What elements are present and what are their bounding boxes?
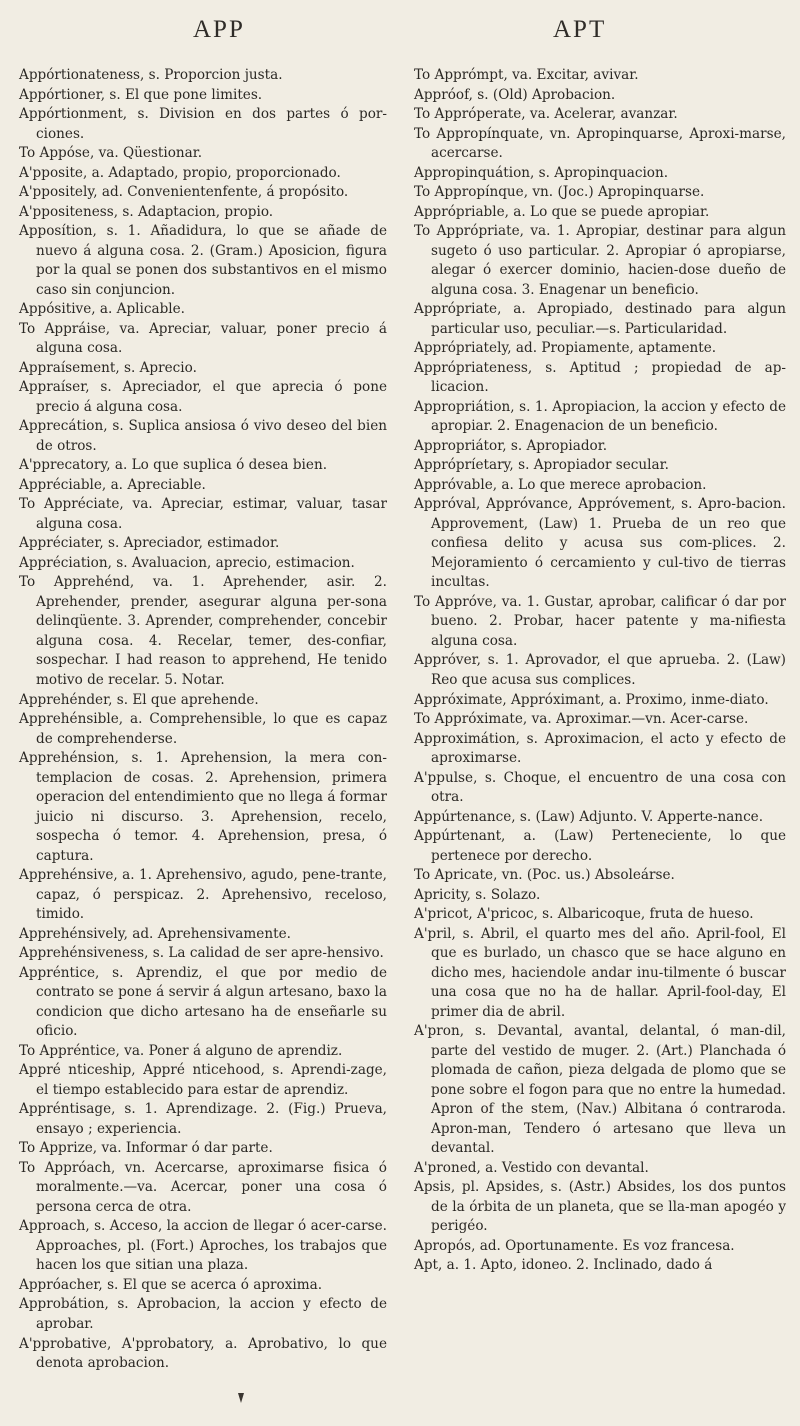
entry-headword: Apprópriateness, [414, 359, 533, 376]
entry-headword: Apprecátion, [19, 418, 108, 435]
dictionary-entry [19, 144, 387, 164]
entry-definition: s. Apreciador, el que aprecia ó pone precio á alguna cosa. [36, 379, 387, 415]
dictionary-entry [414, 886, 786, 906]
entry-headword: Apprópriately, [414, 340, 512, 357]
entry-headword: Approximátion, [414, 730, 520, 747]
dictionary-entry [414, 398, 786, 437]
entry-headword: To Appóse, [19, 145, 95, 162]
entry-definition: s. Apropiador. [506, 437, 608, 454]
dictionary-entry [19, 495, 387, 534]
entry-headword: Apt, [414, 1257, 443, 1274]
entry-headword: To Apprópriate, [414, 223, 524, 240]
dictionary-entry [414, 808, 786, 828]
header-left-guideword: APP [193, 16, 245, 43]
entry-definition: s. 1. Aprendizage. 2. (Fig.) Prueva, ensayo ; experiencia. [36, 1101, 387, 1137]
entry-definition: s. Albaricoque, fruta de hueso. [537, 906, 754, 923]
entry-definition: va. Excitar, avivar. [507, 67, 639, 83]
entry-definition: ad. Aprehensivamente. [127, 925, 291, 942]
dictionary-entry [19, 691, 387, 711]
entry-definition: s. (Law) Adjunto. V. Apperte-nance. [515, 808, 764, 825]
entry-definition: a. Aprobativo, lo que denota aprobacion. [36, 1335, 387, 1372]
entry-headword: Apprehénsively, [19, 925, 128, 942]
entry-headword: A'pprecatory, [19, 457, 111, 474]
dictionary-entry [19, 1100, 387, 1139]
running-header [0, 10, 800, 50]
entry-headword: To Appréciate, [19, 496, 124, 513]
dictionary-entry [414, 1022, 786, 1159]
dictionary-entry [414, 222, 786, 300]
entry-headword: Appropriátion, [414, 398, 515, 415]
dictionary-entry [414, 691, 786, 711]
entry-headword: Approach, [19, 1218, 90, 1235]
dictionary-entry [414, 339, 786, 359]
dictionary-entry [414, 866, 786, 886]
entry-definition: s. Apropinquacion. [534, 164, 669, 181]
entry-headword: Apprehénsion, [19, 750, 119, 767]
entry-headword: Apposítion, [19, 223, 97, 240]
entry-definition: va. 1. Aprehender, asir. 2. Aprehender, prender, asegurar alguna per-sona delinqüente. 3. Aprender, comprehender, concebir alguna cosa. 4. Recelar, temer, des-confiar, sospechar. I had reason to apprehend, He tenido motivo de recelar. 5. Notar. [36, 574, 388, 688]
dictionary-entry [19, 534, 387, 554]
entry-definition: s. Apreciador, estimador. [103, 535, 280, 552]
entry-headword: To Appróach, [19, 1159, 116, 1176]
entry-definition: s. Choque, el encuentro de una cosa con otra. [431, 769, 786, 806]
dictionary-entry [19, 105, 387, 144]
header-right-guideword: APT [553, 16, 607, 43]
dictionary-entry [19, 573, 387, 690]
entry-definition: s. Apro-bacion. Approvement, (Law) 1. Prueba de un reo que confiesa delito y acusa sus com-plices. 2. Mejoramiento ó cercamiento y cul-tivo de tierras incultas. [431, 496, 786, 591]
entry-definition: va. 1. Apropiar, destinar para algun sugeto ó uso particular. 2. Apropiar ó apropiarse, alegar ó exercer dominio, hacien-dose dueño de alguna cosa. 3. Enagenar un beneficio. [431, 223, 786, 298]
dictionary-entry [414, 769, 786, 808]
entry-headword: Approbátion, [19, 1296, 109, 1313]
entry-headword: To Apprehénd, [19, 574, 135, 591]
entry-headword: Appórtionment, [19, 106, 128, 123]
dictionary-entry [414, 730, 786, 769]
entry-headword: A'ppositely, [19, 184, 98, 201]
entry-headword: A'pposite, [19, 164, 88, 181]
dictionary-entry [19, 749, 387, 866]
entry-definition: va. Acelerar, avanzar. [525, 106, 678, 123]
entry-definition: a. Apropiado, destinado para algun particular uso, peculiar.—s. Particularidad. [431, 301, 786, 337]
dictionary-entry [414, 710, 786, 730]
right-column [414, 66, 786, 1276]
entry-definition: va. Qüestionar. [94, 145, 203, 162]
entry-headword: To Apprize, [19, 1140, 98, 1157]
entry-headword: Appropinquátion, [414, 164, 535, 181]
dictionary-entry [414, 905, 786, 925]
dictionary-entry [414, 651, 786, 690]
dictionary-entry [414, 164, 786, 184]
entry-headword: To Appróperate, [414, 106, 526, 123]
dictionary-entry [19, 925, 387, 945]
entry-definition: vn. Apropinquarse, Aproxi-marse, acercarse. [431, 125, 786, 162]
entry-definition: s. Proporcion justa. [144, 67, 283, 83]
dictionary-entry [19, 554, 387, 574]
entry-headword: A'pprobative, A'pprobatory, [19, 1335, 215, 1352]
entry-headword: Apprehénder, [19, 691, 113, 708]
entry-definition: s. (Old) Aprobacion. [472, 86, 616, 103]
entry-definition: s. Aproximacion, el acto y efecto de aproximarse. [431, 730, 786, 767]
dictionary-entry [19, 866, 387, 925]
dictionary-entry [19, 300, 387, 320]
entry-headword: Appróver, [414, 652, 481, 669]
entry-definition: s. Devantal, avantal, delantal, ó man-dil, parte del vestido de muger. 2. (Art.) Planchada ó plomada de cañon, pieza delgada de plomo que se pone sobre el fogon para que no entre la humedad. Apron of the stem, (Nav.) Albitana ó contraroda. Apron-man, Tendero ó artesano que lleva un devantal. [431, 1023, 786, 1157]
entry-headword: To Apprómpt, [414, 67, 508, 83]
entry-definition: va. Informar ó dar parte. [97, 1140, 273, 1157]
entry-definition: va. Apreciar, estimar, valuar, tasar alguna cosa. [36, 496, 387, 532]
entry-headword: Appórtionateness, [19, 67, 145, 83]
entry-definition: s. 1. Aprehension, la mera con-templacion de cosas. 2. Aprehension, primera operacion del entendimiento que no llega á formar juicio ni discurso. 3. Aprehension, recelo, sospecha ó temor. 4. Aprehension, presa, ó captura. [36, 750, 387, 864]
dictionary-entry [19, 476, 387, 496]
entry-headword: To Appropínque, [414, 184, 529, 201]
entry-headword: Appréciation, [19, 554, 112, 571]
entry-definition: ad. Oportunamente. Es voz francesa. [475, 1237, 735, 1254]
entry-headword: Appraíser, [19, 379, 90, 396]
entry-definition: s. Adaptacion, propio. [118, 203, 274, 220]
entry-headword: Appréciater, [19, 535, 104, 552]
dictionary-entry [19, 456, 387, 476]
dictionary-entry [414, 105, 786, 125]
entry-definition: s. Solazo. [470, 886, 541, 903]
entry-headword: A'pril, [414, 925, 456, 942]
dictionary-entry [19, 203, 387, 223]
dictionary-entry [19, 66, 387, 86]
entry-definition: s. Aprendi-zage, el tiempo establecido para estar de aprendiz. [36, 1062, 388, 1098]
entry-headword: Appréntisage, [19, 1101, 116, 1118]
entry-headword: A'ppulse, [414, 769, 478, 786]
entry-headword: Appraísement, [19, 359, 120, 376]
entry-headword: To Appréntice, [19, 1042, 120, 1059]
entry-definition: s. El que pone limites. [105, 86, 263, 103]
entry-definition: s. 1. Aprovador, el que aprueba. 2. (Law) Reo que acusa sus complices. [431, 652, 786, 688]
entry-definition: a. (Law) Perteneciente, lo que pertenece por derecho. [431, 828, 786, 864]
entry-definition: a. Adaptado, propio, proporcionado. [87, 164, 341, 181]
entry-headword: Appróval, Appróvance, Appróvement, [414, 496, 676, 513]
dictionary-entry [414, 437, 786, 457]
entry-definition: a. Aplicable. [95, 301, 186, 318]
dictionary-entry [19, 359, 387, 379]
entry-headword: Apprópriable, [414, 203, 509, 220]
dictionary-entry [414, 925, 786, 1023]
entry-definition: s. Abril, el quarto mes del año. April-fool, El que es burlado, un chasco que se hace alguno en dicho mes, haciendole andar inu-tilmente ó buscar una cosa que no ha de hallar. April-fool-day, El primer dia de abril. [431, 925, 786, 1020]
dictionary-entry [414, 66, 786, 86]
entry-headword: Appróximate, Appróximant, [414, 691, 605, 708]
entry-definition: a. Vestido con devantal. [480, 1159, 649, 1176]
entry-headword: To Appráise, [19, 320, 111, 337]
dictionary-entry [19, 417, 387, 456]
entry-headword: A'ppositeness, [19, 203, 119, 220]
entry-headword: Apprehénsive, [19, 867, 118, 884]
dictionary-entry [414, 86, 786, 106]
dictionary-entry [19, 1139, 387, 1159]
entry-definition: s. El que se acerca ó aproxima. [102, 1276, 323, 1293]
dictionary-entry [414, 827, 786, 866]
entry-definition: s. Aprobacion, la accion y efecto de aprobar. [36, 1296, 387, 1332]
dictionary-entry [19, 320, 387, 359]
dictionary-entry [414, 593, 786, 652]
entry-definition: vn. (Poc. us.) Absoleárse. [497, 867, 675, 884]
entry-headword: Appréntice, [19, 964, 100, 981]
dictionary-entry [414, 1178, 786, 1237]
dictionary-entry [19, 710, 387, 749]
dictionary-entry [414, 125, 786, 164]
dictionary-entry [414, 300, 786, 339]
dictionary-entry [414, 359, 786, 398]
entry-headword: To Appropínquate, [414, 125, 544, 142]
printer-mark-icon [238, 1393, 244, 1403]
entry-definition: a. Proximo, inme-diato. [604, 691, 769, 708]
entry-definition: vn. (Joc.) Apropinquarse. [528, 184, 705, 201]
entry-headword: Apprehénsible, [19, 711, 124, 728]
entry-headword: To Appróve, [414, 593, 497, 610]
entry-headword: Apprópriate, [414, 301, 502, 318]
dictionary-entry [414, 203, 786, 223]
dictionary-entry [19, 183, 387, 203]
entry-definition: s. Avaluacion, aprecio, estimacion. [111, 554, 355, 571]
entry-headword: Appórtioner, [19, 86, 106, 103]
left-column [19, 66, 387, 1374]
dictionary-entry [414, 495, 786, 593]
dictionary-entry [19, 1217, 387, 1276]
dictionary-entry [414, 183, 786, 203]
entry-headword: Appúrtenance, [414, 808, 516, 825]
entry-definition: s. 1. Añadidura, lo que se añade de nuevo á alguna cosa. 2. (Gram.) Aposicion, figura por la qual se ponen dos substantivos en el mismo caso sin conjuncion. [36, 223, 387, 298]
entry-definition: s. Division en dos partes ó por-ciones. [36, 106, 387, 142]
dictionary-entry [19, 1061, 387, 1100]
dictionary-entry [19, 1159, 387, 1218]
entry-headword: A'pricot, A'pricoc, [414, 906, 538, 923]
entry-headword: Apprópríetary, [414, 457, 514, 474]
dictionary-entry [19, 222, 387, 300]
entry-definition: s. El que aprehende. [112, 691, 259, 708]
entry-headword: Appropriátor, [414, 437, 507, 454]
entry-definition: vn. Acercarse, aproximarse fisica ó moralmente.—va. Acercar, poner una cosa ó persona cerca de otra. [36, 1159, 387, 1215]
entry-definition: s. Apropiador secular. [513, 457, 669, 474]
entry-headword: Apricity, [414, 886, 471, 903]
entry-definition: s. Aprecio. [119, 359, 197, 376]
dictionary-entry [19, 1042, 387, 1062]
entry-definition: a. Apreciable. [106, 476, 206, 493]
entry-definition: va. Aproximar.—vn. Acer-carse. [527, 711, 749, 728]
entry-definition: a. Comprehensible, lo que es capaz de comprehenderse. [36, 711, 387, 747]
entry-headword: Apropós, [414, 1237, 476, 1254]
entry-definition: s. Suplica ansiosa ó vivo deseo del bien de otros. [36, 418, 387, 454]
entry-definition: a. Lo que suplica ó desea bien. [110, 457, 328, 474]
entry-headword: Appréciable, [19, 476, 107, 493]
dictionary-entry [19, 944, 387, 964]
dictionary-entry [414, 1237, 786, 1257]
entry-headword: To Apricate, [414, 867, 498, 884]
dictionary-entry [414, 1159, 786, 1179]
dictionary-entry [19, 164, 387, 184]
entry-definition: ad. Convenientenfente, á propósito. [97, 184, 349, 201]
entry-definition: s. Acceso, la accion de llegar ó acer-carse. Approaches, pl. (Fort.) Aproches, los trabajos que hacen los que sitian una plaza. [36, 1218, 387, 1274]
entry-definition: s. Aptitud ; propiedad de ap-licacion. [431, 359, 786, 396]
entry-headword: Apprehénsiveness, [19, 945, 149, 962]
entry-definition: s. La calidad de ser apre-hensivo. [148, 945, 384, 962]
dictionary-entry [19, 1276, 387, 1296]
entry-headword: Apsis, [414, 1179, 456, 1196]
entry-headword: Appósitive, [19, 301, 96, 318]
entry-definition: va. Poner á alguno de aprendiz. [119, 1042, 343, 1059]
entry-definition: ad. Propiamente, aptamente. [511, 340, 717, 357]
dictionary-entry [19, 1295, 387, 1334]
entry-definition: s. Aprendiz, el que por medio de contrato se pone á servir á algun artesano, baxo la condicion que dicho artesano ha de enseñarle su oficio. [36, 964, 387, 1040]
entry-headword: Appúrtenant, [414, 828, 506, 845]
entry-definition: a. 1. Aprehensivo, agudo, pene-trante, capaz, ó perspicaz. 2. Aprehensivo, receloso, timido. [36, 867, 387, 923]
dictionary-entry [414, 456, 786, 476]
entry-headword: Appróof, [414, 86, 473, 103]
entry-headword: Appróacher, [19, 1276, 103, 1293]
entry-definition: a. 1. Apto, idoneo. 2. Inclinado, dado á [442, 1257, 713, 1274]
entry-headword: Appróvable, [414, 476, 498, 493]
entry-definition: a. Lo que merece aprobacion. [497, 476, 707, 493]
entry-definition: pl. Apsides, s. (Astr.) Absides, los dos puntos de la órbita de un planeta, que se lla-man apogéo y perigéo. [431, 1179, 786, 1235]
entry-headword: To Appróximate, [414, 711, 528, 728]
dictionary-entry [19, 964, 387, 1042]
entry-definition: a. Lo que se puede apropiar. [508, 203, 710, 220]
dictionary-entry [19, 86, 387, 106]
entry-headword: A'pron, [414, 1023, 465, 1040]
dictionary-entry [19, 1335, 387, 1374]
dictionary-entry [414, 1256, 786, 1276]
entry-definition: va. Apreciar, valuar, poner precio á alguna cosa. [36, 320, 388, 357]
dictionary-entry [19, 378, 387, 417]
entry-definition: va. 1. Gustar, aprobar, calificar ó dar por bueno. 2. Probar, hacer patente y ma-nifiesta alguna cosa. [431, 593, 786, 649]
entry-headword: A'proned, [414, 1159, 481, 1176]
dictionary-entry [414, 476, 786, 496]
entry-definition: s. 1. Apropiacion, la accion y efecto de apropiar. 2. Enagenacion de un beneficio. [431, 398, 786, 435]
entry-headword: Appré nticeship, Appré nticehood, [19, 1062, 265, 1079]
